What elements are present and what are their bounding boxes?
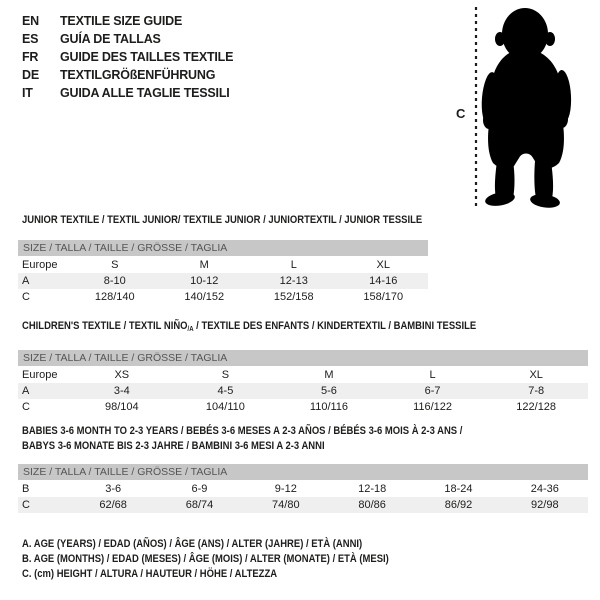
size-cell: 12-18	[358, 483, 387, 495]
size-cell: XS	[114, 369, 130, 381]
size-cell: 8-10	[103, 275, 126, 287]
footnote-age-years: A. AGE (YEARS) / EDAD (AÑOS) / ÂGE (ANS) / ALTER (JAHRE) / ETÀ (ANNI)	[22, 538, 363, 550]
row-label: Europe	[22, 259, 58, 271]
size-cell: 14-16	[369, 275, 398, 287]
size-cell: 3-6	[105, 483, 122, 495]
row-label: C	[22, 401, 30, 413]
size-cell: 7-8	[528, 385, 545, 397]
size-header-bar: SIZE / TALLA / TAILLE / GRÖSSE / TAGLIA	[18, 464, 588, 480]
row-label: A	[22, 385, 30, 397]
row-label: B	[22, 483, 30, 495]
size-cell: 68/74	[185, 499, 214, 511]
size-cell: M	[324, 369, 334, 381]
section-title-line: BABIES 3-6 MONTH TO 2-3 YEARS / BEBÉS 3-6 MESES A 2-3 AÑOS / BÉBÉS 3-6 MOIS À 2-3 ANS /	[22, 425, 463, 437]
row-label: Europe	[22, 369, 58, 381]
size-cell: XL	[376, 259, 390, 271]
language-label: GUÍA DE TALLAS	[60, 32, 161, 46]
table-row-age-months	[18, 481, 588, 497]
language-row-en	[22, 12, 233, 30]
size-cell: 62/68	[99, 499, 127, 511]
section-title: JUNIOR TEXTILE / TEXTIL JUNIOR/ TEXTILE JUNIOR / JUNIORTEXTIL / JUNIOR TESSILE	[22, 214, 423, 226]
size-cell: 92/98	[531, 499, 559, 511]
size-cell: S	[111, 259, 119, 271]
size-cell: 10-12	[190, 275, 219, 287]
size-cell: 122/128	[516, 401, 557, 413]
size-cell: 4-5	[217, 385, 234, 397]
size-cell: 98/104	[104, 401, 139, 413]
size-cell: 9-12	[274, 483, 297, 495]
language-row-fr	[22, 48, 233, 66]
section-title	[22, 424, 509, 454]
size-cell: 74/80	[272, 499, 300, 511]
size-cell: 24-36	[530, 483, 559, 495]
table-row-age	[18, 273, 428, 289]
language-code: EN	[22, 14, 39, 28]
size-cell: 128/140	[94, 291, 135, 303]
size-cell: 152/158	[273, 291, 314, 303]
height-marker-label: C	[456, 106, 466, 121]
size-header-bar: SIZE / TALLA / TAILLE / GRÖSSE / TAGLIA	[18, 240, 428, 256]
table-row-age	[18, 383, 588, 399]
footnote-height: C. (cm) HEIGHT / ALTURA / HAUTEUR / HÖHE / ALTEZZA	[22, 568, 278, 580]
size-cell: 6-9	[191, 483, 208, 495]
footnote-age-months: B. AGE (MONTHS) / EDAD (MESES) / ÂGE (MOIS) / ALTER (MONATE) / ETÀ (MESI)	[22, 553, 389, 565]
language-label: TEXTILGRÖßENFÜHRUNG	[60, 68, 216, 82]
size-cell: M	[199, 259, 209, 271]
language-code: IT	[22, 86, 33, 100]
size-cell: 12-13	[279, 275, 308, 287]
language-code: ES	[22, 32, 39, 46]
table-row-height	[18, 497, 588, 513]
language-code: FR	[22, 50, 39, 64]
section-babies-textile	[18, 424, 588, 513]
section-title	[22, 320, 509, 336]
size-header-bar: SIZE / TALLA / TAILLE / GRÖSSE / TAGLIA	[18, 350, 588, 366]
section-junior-textile	[18, 214, 428, 305]
row-label: C	[22, 499, 30, 511]
language-label: TEXTILE SIZE GUIDE	[60, 14, 183, 28]
table-row-height	[18, 289, 428, 305]
footnotes	[22, 537, 449, 582]
table-row-europe	[18, 257, 428, 273]
section-title-line: BABYS 3-6 MONATE BIS 2-3 JAHRE / BAMBINI 3-6 MESI A 2-3 ANNI	[22, 440, 325, 452]
size-cell: 110/116	[309, 401, 349, 413]
language-row-it	[22, 84, 233, 102]
size-cell: 18-24	[444, 483, 473, 495]
size-cell: 6-7	[424, 385, 441, 397]
section-childrens-textile	[18, 320, 588, 415]
language-label: GUIDE DES TAILLES TEXTILE	[60, 50, 234, 64]
figure-height-diagram	[440, 4, 595, 210]
language-row-de	[22, 66, 233, 84]
size-cell: 80/86	[358, 499, 386, 511]
size-cell: S	[221, 369, 230, 381]
size-cell: L	[290, 259, 297, 271]
table-row-height	[18, 399, 588, 415]
size-cell: 3-4	[113, 385, 130, 397]
size-cell: 86/92	[444, 499, 473, 511]
language-code: DE	[22, 68, 39, 82]
size-cell: 140/152	[184, 291, 225, 303]
size-cell: 104/110	[205, 401, 245, 413]
section-title-subscript: /A	[187, 326, 194, 333]
table-row-europe	[18, 367, 588, 383]
language-list	[22, 12, 233, 102]
section-title-part: / TEXTILE DES ENFANTS / KINDERTEXTIL / BAMBINI TESSILE	[193, 320, 477, 332]
row-label: C	[22, 291, 30, 303]
language-row-es	[22, 30, 233, 48]
size-cell: 116/122	[413, 401, 453, 413]
size-cell: 5-6	[321, 385, 337, 397]
size-cell: L	[429, 369, 436, 381]
language-label: GUIDA ALLE TAGLIE TESSILI	[60, 86, 230, 100]
section-title-part: CHILDREN'S TEXTILE / TEXTIL NIÑO	[22, 320, 188, 332]
row-label: A	[22, 275, 30, 287]
toddler-silhouette	[480, 8, 573, 210]
size-cell: 158/170	[363, 291, 404, 303]
size-cell: XL	[529, 369, 543, 381]
toddler-silhouette-icon	[440, 4, 595, 210]
